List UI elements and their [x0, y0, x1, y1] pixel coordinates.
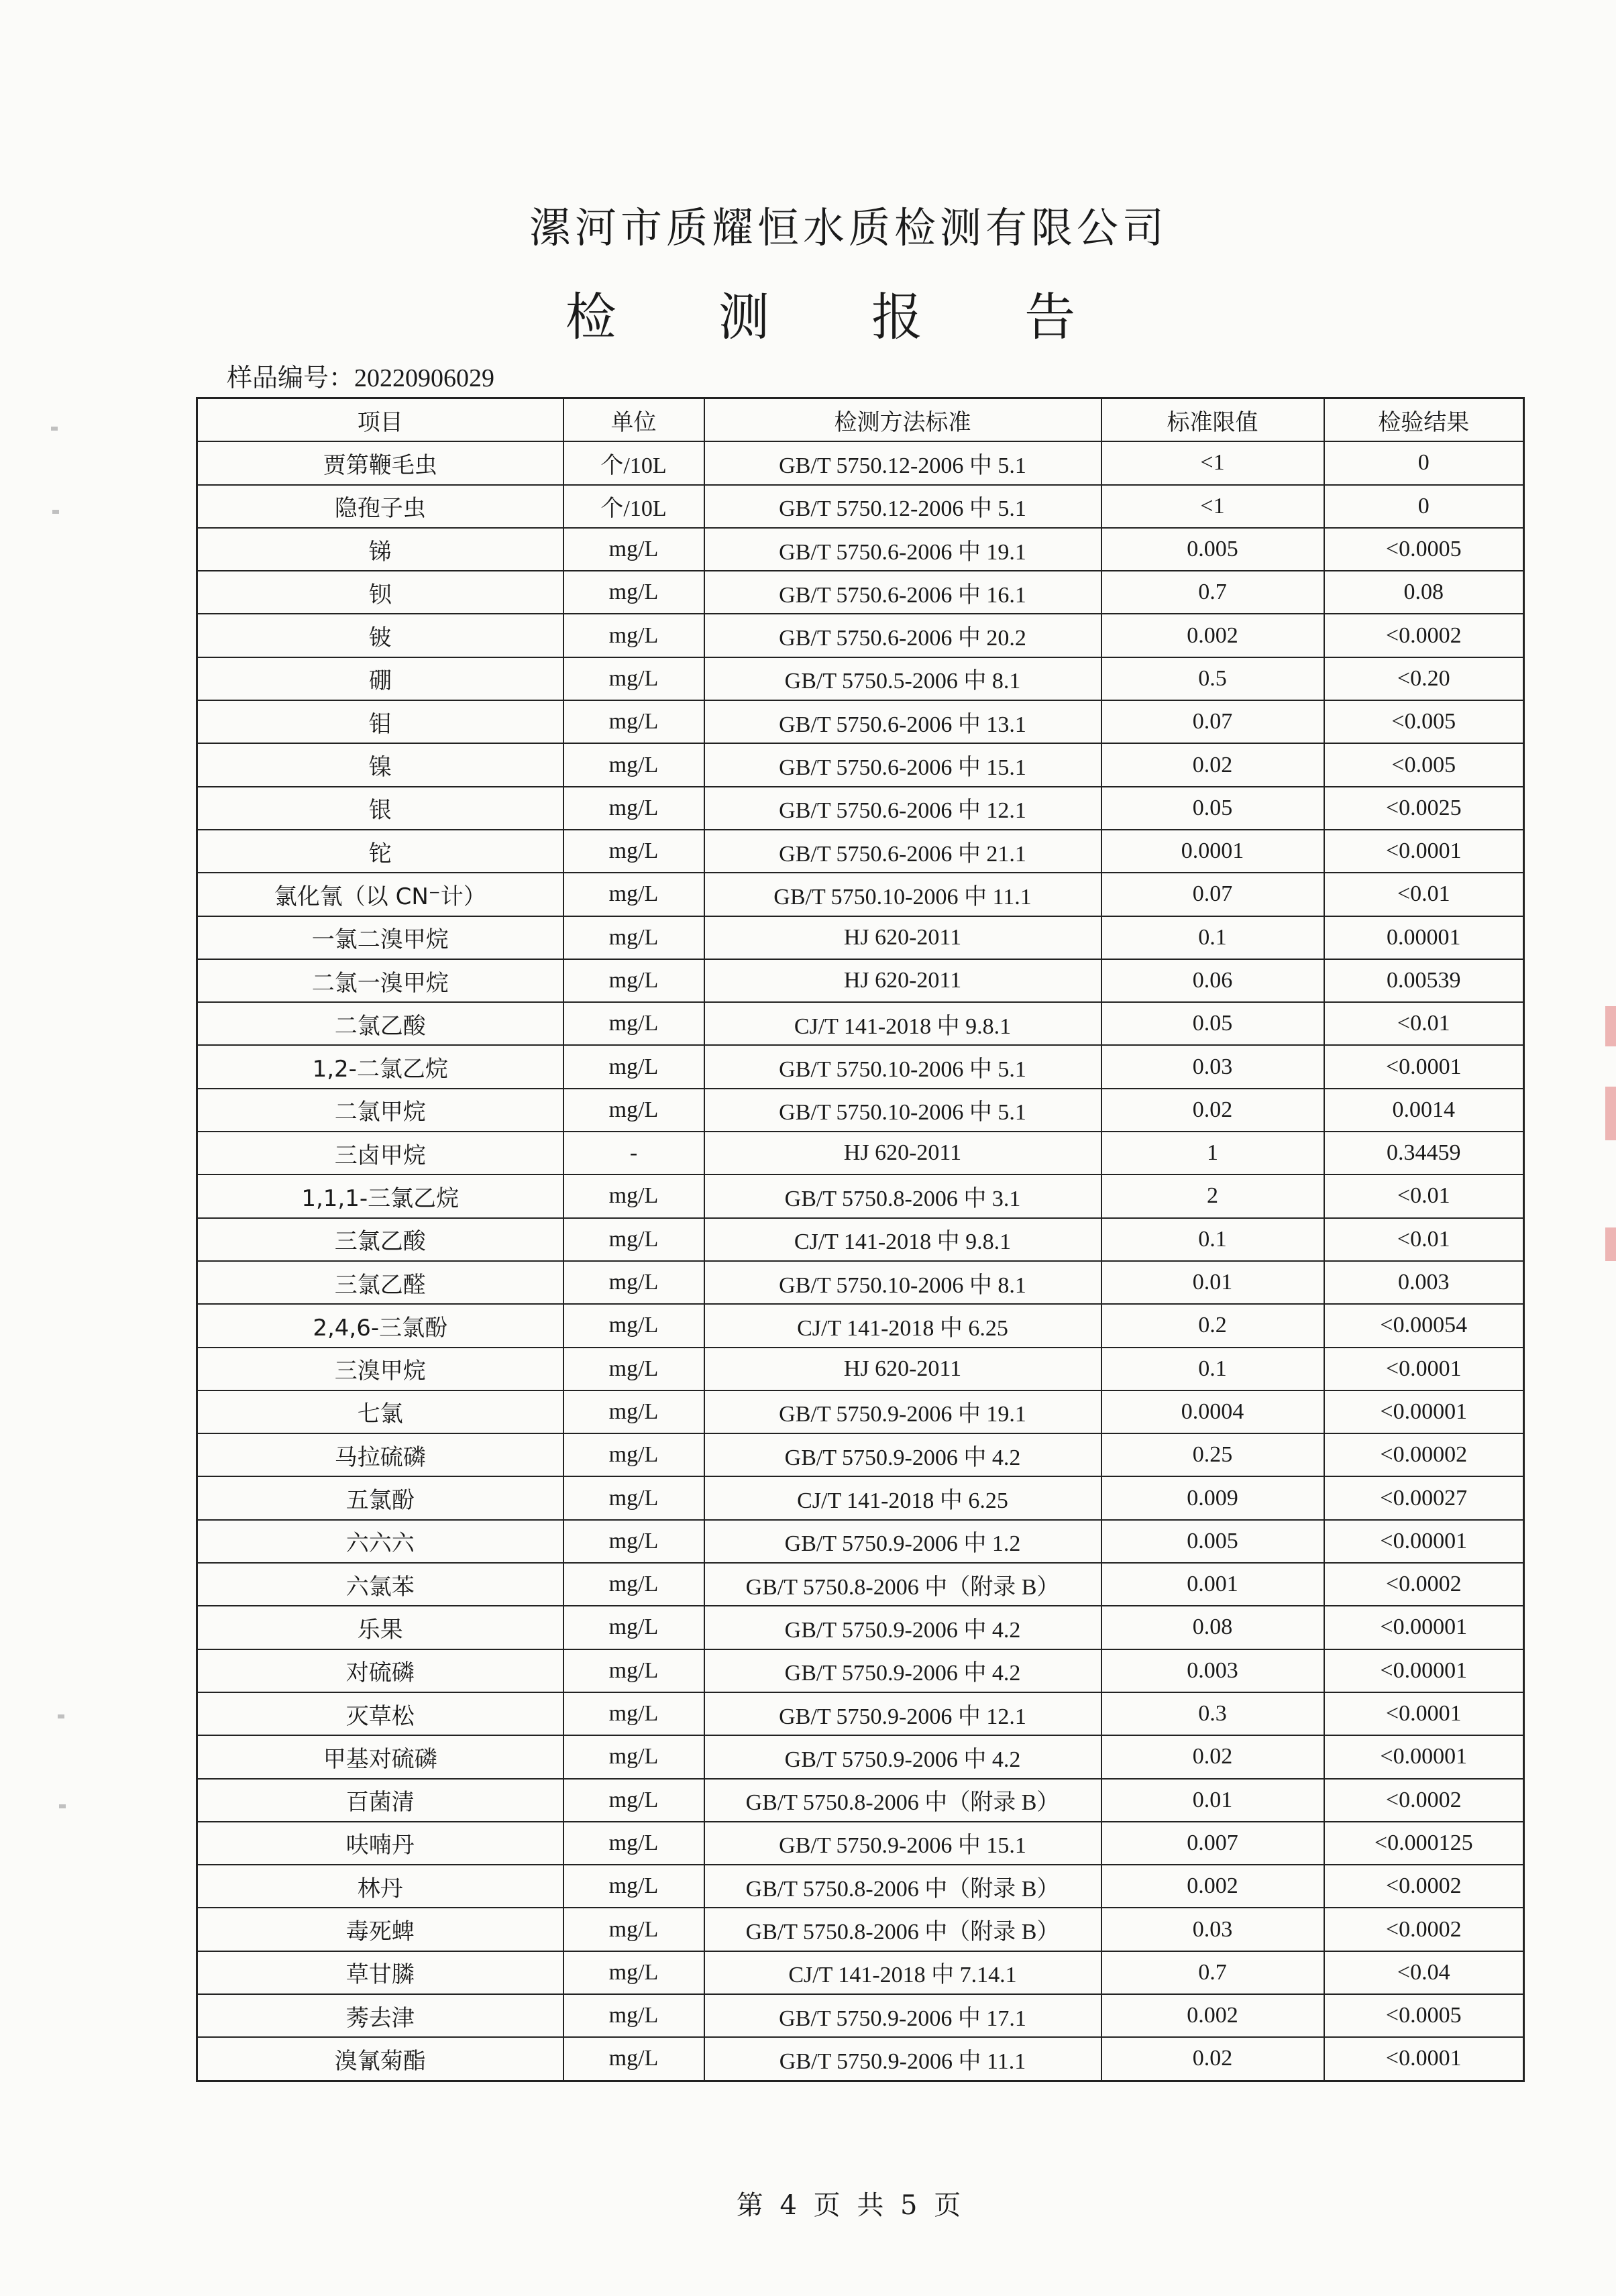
table-row — [197, 1994, 1524, 2037]
cell-unit: mg/L — [563, 657, 704, 700]
cell-item: 对硫磷 — [197, 1649, 563, 1692]
cell-limit: 0.7 — [1101, 571, 1324, 614]
table-row — [197, 1002, 1524, 1045]
cell-unit: mg/L — [563, 1433, 704, 1476]
table-row — [197, 1908, 1524, 1951]
cell-method: GB/T 5750.9-2006 中 1.2 — [704, 1520, 1101, 1563]
cell-item: 一氯二溴甲烷 — [197, 916, 563, 959]
cell-method: CJ/T 141-2018 中 7.14.1 — [704, 1951, 1101, 1994]
cell-result: <0.01 — [1324, 1002, 1524, 1045]
punch-hole-mark — [52, 510, 59, 514]
cell-result: <0.00001 — [1324, 1606, 1524, 1649]
cell-method: HJ 620-2011 — [704, 916, 1101, 959]
cell-result: <0.000125 — [1324, 1822, 1524, 1865]
cell-unit: mg/L — [563, 916, 704, 959]
cell-method: GB/T 5750.8-2006 中（附录 B） — [704, 1779, 1101, 1822]
cell-limit: 0.005 — [1101, 528, 1324, 571]
cell-result: 0 — [1324, 485, 1524, 528]
table-row — [197, 1563, 1524, 1606]
cell-method: GB/T 5750.8-2006 中 3.1 — [704, 1174, 1101, 1217]
cell-item: 1,1,1-三氯乙烷 — [197, 1174, 563, 1217]
cell-result: 0 — [1324, 441, 1524, 484]
cell-limit: 0.08 — [1101, 1606, 1324, 1649]
cell-item: 氯化氰（以 CN⁻计） — [197, 873, 563, 916]
cell-unit: mg/L — [563, 1951, 704, 1994]
cell-item: 五氯酚 — [197, 1476, 563, 1519]
cell-method: GB/T 5750.8-2006 中（附录 B） — [704, 1865, 1101, 1908]
cell-method: GB/T 5750.6-2006 中 21.1 — [704, 830, 1101, 873]
cell-method: CJ/T 141-2018 中 6.25 — [704, 1476, 1101, 1519]
cell-result: <0.005 — [1324, 700, 1524, 743]
cell-item: 贾第鞭毛虫 — [197, 441, 563, 484]
cell-limit: 0.02 — [1101, 743, 1324, 786]
cell-method: GB/T 5750.9-2006 中 4.2 — [704, 1433, 1101, 1476]
cell-method: HJ 620-2011 — [704, 1348, 1101, 1390]
cell-result: <0.01 — [1324, 1218, 1524, 1261]
punch-hole-mark — [58, 1714, 64, 1718]
cell-limit: 0.009 — [1101, 1476, 1324, 1519]
cell-limit: 0.03 — [1101, 1908, 1324, 1951]
table-row — [197, 787, 1524, 830]
cell-limit: 0.06 — [1101, 959, 1324, 1002]
cell-result: <0.00001 — [1324, 1735, 1524, 1778]
cell-unit: mg/L — [563, 1649, 704, 1692]
report-title: 检 测 报 告 — [565, 287, 1119, 347]
table-row — [197, 1606, 1524, 1649]
cell-unit: mg/L — [563, 2037, 704, 2081]
table-row — [197, 1520, 1524, 1563]
cell-result: <0.00001 — [1324, 1390, 1524, 1433]
stamp-edge-mark — [1605, 1087, 1616, 1140]
cell-unit: mg/L — [563, 1779, 704, 1822]
cell-limit: 0.01 — [1101, 1261, 1324, 1304]
cell-method: GB/T 5750.9-2006 中 4.2 — [704, 1606, 1101, 1649]
cell-method: GB/T 5750.9-2006 中 12.1 — [704, 1692, 1101, 1735]
cell-method: GB/T 5750.10-2006 中 11.1 — [704, 873, 1101, 916]
cell-limit: 0.002 — [1101, 1865, 1324, 1908]
cell-unit: mg/L — [563, 1089, 704, 1132]
cell-item: 二氯甲烷 — [197, 1089, 563, 1132]
sample-number-line — [227, 357, 494, 394]
cell-result: <0.01 — [1324, 873, 1524, 916]
cell-result: 0.00001 — [1324, 916, 1524, 959]
cell-unit: 个/10L — [563, 441, 704, 484]
table-row — [197, 1218, 1524, 1261]
cell-method: GB/T 5750.8-2006 中（附录 B） — [704, 1563, 1101, 1606]
cell-method: GB/T 5750.6-2006 中 19.1 — [704, 528, 1101, 571]
cell-method: GB/T 5750.6-2006 中 16.1 — [704, 571, 1101, 614]
cell-item: 灭草松 — [197, 1692, 563, 1735]
header-unit: 单位 — [563, 398, 704, 442]
cell-unit: mg/L — [563, 1822, 704, 1865]
table-row — [197, 528, 1524, 571]
cell-unit: mg/L — [563, 571, 704, 614]
cell-result: 0.08 — [1324, 571, 1524, 614]
cell-unit: mg/L — [563, 1692, 704, 1735]
table-row — [197, 1045, 1524, 1088]
cell-method: GB/T 5750.9-2006 中 15.1 — [704, 1822, 1101, 1865]
cell-method: GB/T 5750.6-2006 中 15.1 — [704, 743, 1101, 786]
table-row — [197, 485, 1524, 528]
table-row — [197, 1089, 1524, 1132]
cell-method: GB/T 5750.9-2006 中 11.1 — [704, 2037, 1101, 2081]
cell-unit: mg/L — [563, 1348, 704, 1390]
cell-method: CJ/T 141-2018 中 9.8.1 — [704, 1002, 1101, 1045]
cell-unit: mg/L — [563, 1606, 704, 1649]
cell-item: 马拉硫磷 — [197, 1433, 563, 1476]
cell-unit: mg/L — [563, 787, 704, 830]
header-method: 检测方法标准 — [704, 398, 1101, 442]
sample-number: 20220906029 — [354, 364, 495, 392]
cell-limit: 0.3 — [1101, 1692, 1324, 1735]
table-row — [197, 1649, 1524, 1692]
cell-result: <0.0002 — [1324, 614, 1524, 657]
cell-result: 0.003 — [1324, 1261, 1524, 1304]
cell-item: 草甘膦 — [197, 1951, 563, 1994]
table-row — [197, 830, 1524, 873]
cell-unit: mg/L — [563, 873, 704, 916]
cell-item: 隐孢子虫 — [197, 485, 563, 528]
cell-result: <0.0001 — [1324, 1692, 1524, 1735]
cell-limit: 0.005 — [1101, 1520, 1324, 1563]
table-row — [197, 2037, 1524, 2081]
cell-item: 三氯乙酸 — [197, 1218, 563, 1261]
table-row — [197, 1692, 1524, 1735]
cell-result: <0.0002 — [1324, 1865, 1524, 1908]
cell-result: 0.0014 — [1324, 1089, 1524, 1132]
cell-item: 百菌清 — [197, 1779, 563, 1822]
table-row — [197, 1132, 1524, 1174]
cell-limit: 0.1 — [1101, 1218, 1324, 1261]
table-row — [197, 1348, 1524, 1390]
stamp-edge-mark — [1605, 1006, 1616, 1046]
cell-limit: 0.03 — [1101, 1045, 1324, 1088]
cell-method: GB/T 5750.8-2006 中（附录 B） — [704, 1908, 1101, 1951]
cell-unit: mg/L — [563, 743, 704, 786]
cell-unit: mg/L — [563, 1390, 704, 1433]
cell-unit: 个/10L — [563, 485, 704, 528]
cell-limit: 0.1 — [1101, 1348, 1324, 1390]
cell-unit: mg/L — [563, 830, 704, 873]
cell-method: GB/T 5750.9-2006 中 17.1 — [704, 1994, 1101, 2037]
cell-result: <0.005 — [1324, 743, 1524, 786]
header-result: 检验结果 — [1324, 398, 1524, 442]
cell-unit: mg/L — [563, 1304, 704, 1347]
table-row — [197, 873, 1524, 916]
cell-method: GB/T 5750.10-2006 中 8.1 — [704, 1261, 1101, 1304]
cell-item: 2,4,6-三氯酚 — [197, 1304, 563, 1347]
cell-method: CJ/T 141-2018 中 6.25 — [704, 1304, 1101, 1347]
cell-unit: mg/L — [563, 1865, 704, 1908]
cell-result: <0.0001 — [1324, 2037, 1524, 2081]
cell-item: 乐果 — [197, 1606, 563, 1649]
cell-result: <0.0002 — [1324, 1779, 1524, 1822]
page-footer: 第 4 页 共 5 页 — [736, 2190, 961, 2221]
cell-item: 林丹 — [197, 1865, 563, 1908]
results-table — [196, 397, 1525, 2082]
cell-limit: 0.007 — [1101, 1822, 1324, 1865]
cell-item: 二氯一溴甲烷 — [197, 959, 563, 1002]
table-row — [197, 441, 1524, 484]
table-row — [197, 1433, 1524, 1476]
cell-item: 六氯苯 — [197, 1563, 563, 1606]
cell-unit: mg/L — [563, 1563, 704, 1606]
cell-unit: mg/L — [563, 1735, 704, 1778]
cell-item: 钡 — [197, 571, 563, 614]
cell-method: HJ 620-2011 — [704, 959, 1101, 1002]
cell-result: <0.01 — [1324, 1174, 1524, 1217]
cell-limit: <1 — [1101, 485, 1324, 528]
cell-unit: mg/L — [563, 614, 704, 657]
table-header-row — [197, 398, 1524, 442]
cell-method: GB/T 5750.9-2006 中 4.2 — [704, 1649, 1101, 1692]
cell-method: GB/T 5750.12-2006 中 5.1 — [704, 485, 1101, 528]
cell-unit: mg/L — [563, 1476, 704, 1519]
cell-method: GB/T 5750.9-2006 中 4.2 — [704, 1735, 1101, 1778]
cell-item: 钼 — [197, 700, 563, 743]
cell-unit: mg/L — [563, 1520, 704, 1563]
sample-label: 样品编号： — [227, 363, 355, 392]
cell-limit: 0.07 — [1101, 873, 1324, 916]
cell-limit: 0.05 — [1101, 787, 1324, 830]
cell-item: 1,2-二氯乙烷 — [197, 1045, 563, 1088]
cell-limit: 0.05 — [1101, 1002, 1324, 1045]
table-row — [197, 1304, 1524, 1347]
cell-method: HJ 620-2011 — [704, 1132, 1101, 1174]
cell-item: 二氯乙酸 — [197, 1002, 563, 1045]
cell-item: 六六六 — [197, 1520, 563, 1563]
table-row — [197, 1261, 1524, 1304]
cell-limit: 0.07 — [1101, 700, 1324, 743]
table-row — [197, 657, 1524, 700]
header-limit: 标准限值 — [1101, 398, 1324, 442]
cell-limit: 0.003 — [1101, 1649, 1324, 1692]
cell-unit: mg/L — [563, 1002, 704, 1045]
cell-unit: mg/L — [563, 1261, 704, 1304]
cell-item: 三卤甲烷 — [197, 1132, 563, 1174]
cell-limit: 0.25 — [1101, 1433, 1324, 1476]
table-row — [197, 743, 1524, 786]
cell-method: GB/T 5750.10-2006 中 5.1 — [704, 1089, 1101, 1132]
cell-limit: 0.2 — [1101, 1304, 1324, 1347]
cell-result: <0.0002 — [1324, 1563, 1524, 1606]
cell-method: GB/T 5750.6-2006 中 12.1 — [704, 787, 1101, 830]
table-row — [197, 1174, 1524, 1217]
table-row — [197, 1735, 1524, 1778]
cell-unit: mg/L — [563, 1045, 704, 1088]
cell-limit: 0.02 — [1101, 1735, 1324, 1778]
cell-limit: 0.01 — [1101, 1779, 1324, 1822]
table-row — [197, 1822, 1524, 1865]
cell-limit: 1 — [1101, 1132, 1324, 1174]
cell-result: <0.00001 — [1324, 1520, 1524, 1563]
cell-method: GB/T 5750.6-2006 中 13.1 — [704, 700, 1101, 743]
table-row — [197, 571, 1524, 614]
cell-item: 莠去津 — [197, 1994, 563, 2037]
cell-limit: 0.7 — [1101, 1951, 1324, 1994]
cell-result: <0.0001 — [1324, 1348, 1524, 1390]
cell-method: GB/T 5750.12-2006 中 5.1 — [704, 441, 1101, 484]
cell-result: <0.0005 — [1324, 1994, 1524, 2037]
cell-result: <0.0001 — [1324, 1045, 1524, 1088]
cell-item: 镍 — [197, 743, 563, 786]
table-row — [197, 614, 1524, 657]
table-row — [197, 1390, 1524, 1433]
cell-result: <0.00001 — [1324, 1649, 1524, 1692]
cell-result: <0.00027 — [1324, 1476, 1524, 1519]
cell-unit: mg/L — [563, 528, 704, 571]
cell-unit: mg/L — [563, 1994, 704, 2037]
cell-item: 铍 — [197, 614, 563, 657]
table-row — [197, 700, 1524, 743]
cell-unit: mg/L — [563, 959, 704, 1002]
cell-unit: mg/L — [563, 1908, 704, 1951]
cell-item: 甲基对硫磷 — [197, 1735, 563, 1778]
table-row — [197, 916, 1524, 959]
cell-method: GB/T 5750.6-2006 中 20.2 — [704, 614, 1101, 657]
cell-item: 硼 — [197, 657, 563, 700]
cell-limit: 0.02 — [1101, 2037, 1324, 2081]
cell-item: 三溴甲烷 — [197, 1348, 563, 1390]
cell-method: GB/T 5750.9-2006 中 19.1 — [704, 1390, 1101, 1433]
cell-item: 铊 — [197, 830, 563, 873]
table-row — [197, 1476, 1524, 1519]
cell-result: <0.0001 — [1324, 830, 1524, 873]
cell-result: 0.34459 — [1324, 1132, 1524, 1174]
stamp-edge-mark — [1605, 1227, 1616, 1261]
cell-item: 银 — [197, 787, 563, 830]
cell-item: 七氯 — [197, 1390, 563, 1433]
cell-limit: 0.001 — [1101, 1563, 1324, 1606]
cell-limit: 0.5 — [1101, 657, 1324, 700]
cell-item: 三氯乙醛 — [197, 1261, 563, 1304]
cell-unit: mg/L — [563, 1174, 704, 1217]
cell-unit: mg/L — [563, 700, 704, 743]
cell-method: CJ/T 141-2018 中 9.8.1 — [704, 1218, 1101, 1261]
cell-item: 毒死蜱 — [197, 1908, 563, 1951]
cell-limit: <1 — [1101, 441, 1324, 484]
cell-limit: 0.02 — [1101, 1089, 1324, 1132]
cell-limit: 0.0001 — [1101, 830, 1324, 873]
cell-limit: 0.1 — [1101, 916, 1324, 959]
cell-item: 溴氰菊酯 — [197, 2037, 563, 2081]
cell-unit: mg/L — [563, 1218, 704, 1261]
table-row — [197, 959, 1524, 1002]
punch-hole-mark — [51, 427, 58, 431]
cell-limit: 0.002 — [1101, 1994, 1324, 2037]
cell-limit: 2 — [1101, 1174, 1324, 1217]
punch-hole-mark — [59, 1804, 66, 1808]
table-row — [197, 1951, 1524, 1994]
company-name: 漯河市质耀恒水质检测有限公司 — [529, 203, 1168, 252]
cell-result: <0.00002 — [1324, 1433, 1524, 1476]
table-row — [197, 1865, 1524, 1908]
cell-item: 锑 — [197, 528, 563, 571]
cell-unit: - — [563, 1132, 704, 1174]
cell-result: <0.04 — [1324, 1951, 1524, 1994]
cell-item: 呋喃丹 — [197, 1822, 563, 1865]
table-row — [197, 1779, 1524, 1822]
cell-method: GB/T 5750.10-2006 中 5.1 — [704, 1045, 1101, 1088]
cell-result: <0.0005 — [1324, 528, 1524, 571]
cell-limit: 0.0004 — [1101, 1390, 1324, 1433]
cell-result: <0.0025 — [1324, 787, 1524, 830]
cell-method: GB/T 5750.5-2006 中 8.1 — [704, 657, 1101, 700]
cell-result: 0.00539 — [1324, 959, 1524, 1002]
header-item: 项目 — [197, 398, 563, 442]
cell-result: <0.00054 — [1324, 1304, 1524, 1347]
cell-result: <0.20 — [1324, 657, 1524, 700]
cell-limit: 0.002 — [1101, 614, 1324, 657]
cell-result: <0.0002 — [1324, 1908, 1524, 1951]
